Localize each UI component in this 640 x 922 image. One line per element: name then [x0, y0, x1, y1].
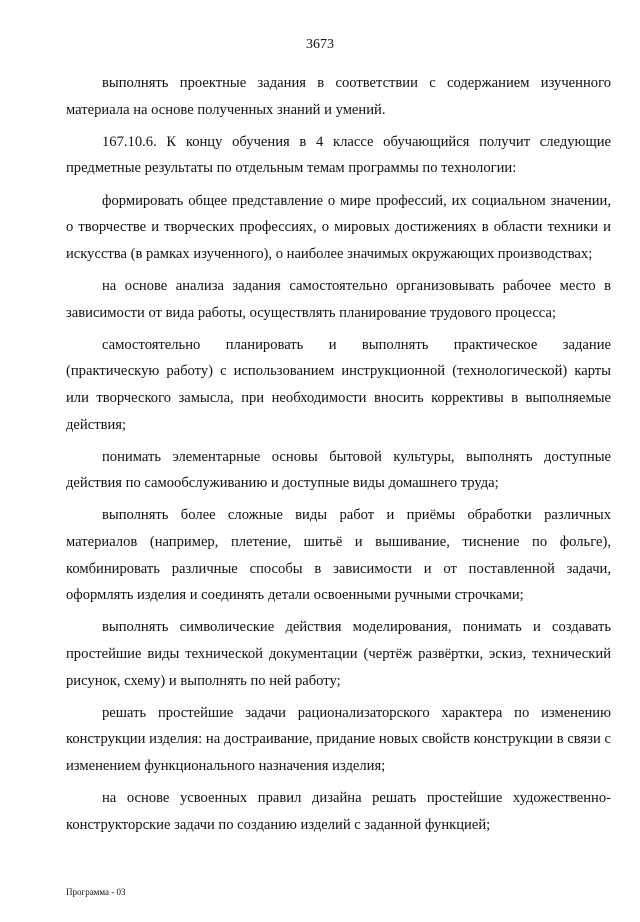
- paragraph-workplace: на основе анализа задания самостоятельно организовывать рабочее место в зависимости от вида работы, осуществлять планирование трудового процесса;: [66, 277, 611, 321]
- paragraph-rationalization: решать простейшие задачи рационализаторского характера по изменению конструкции изделия: на достраивание, придание новых свойств конструкции в связи с изменением функционального назначения изделия;: [66, 704, 611, 774]
- paragraph-modeling: выполнять символические действия моделирования, понимать и создавать простейшие виды технической документации (чертёж развёртки, эскиз, технический рисунок, схему) и выполнять по ней работу;: [66, 619, 611, 689]
- page-number: 3673: [306, 37, 334, 52]
- paragraph-instruction-card: (практическую работу) с использованием инструкционной (технологической) карты или творческого замысла, при необходимости вносить коррективы в выполняемые действия;: [66, 363, 611, 433]
- paragraph-project-tasks: выполнять проектные задания в соответствии с содержанием изученного материала на основе полученных знаний и умений.: [66, 75, 611, 118]
- paragraph-plan-task-line: самостоятельно планировать и выполнять практическое задание: [102, 336, 611, 353]
- paragraph-household-culture: понимать элементарные основы бытовой культуры, выполнять доступные действия по самообслуживанию и доступные виды домашнего труда;: [66, 448, 611, 492]
- paragraph-professions: формировать общее представление о мире профессий, их социальном значении, о творчестве и творческих профессиях, о мировых достижениях в области техники и искусства (в рамках изученного), о наиболее значимых окружающих производствах;: [66, 192, 611, 262]
- footer-program-label: Программа - 03: [66, 887, 126, 897]
- paragraph-materials-processing: выполнять более сложные виды работ и приёмы обработки различных материалов (например, плетение, шитьё и вышивание, тиснение по фольге), комбинировать различные способы в зависимости и от поставленной задачи, оформлять изделия и соединять детали освоенными ручными строчками;: [66, 507, 611, 604]
- paragraph-section-167-10-6: 167.10.6. К концу обучения в 4 классе обучающийся получит следующие предметные результаты по отдельным темам программы по технологии:: [66, 133, 611, 177]
- document-body: [66, 70, 611, 844]
- paragraph-design-rules: на основе усвоенных правил дизайна решать простейшие художественно-конструкторские задачи по созданию изделий с заданной функцией;: [66, 790, 611, 833]
